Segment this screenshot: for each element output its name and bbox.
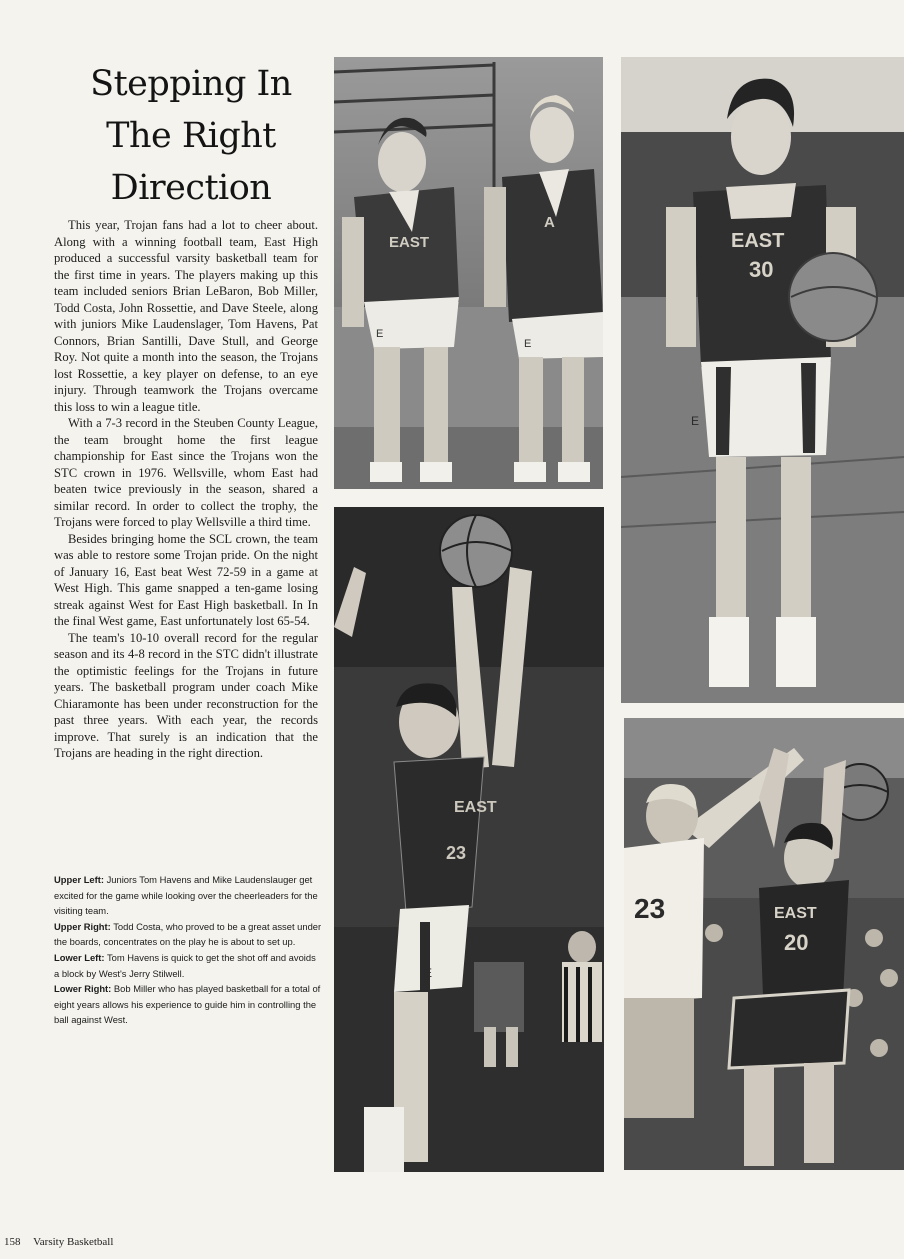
photo-upper-right [621,57,904,703]
caption-lower-right [54,981,322,1028]
shorts-text-left: E [376,328,384,340]
title-line-2: The Right [106,116,276,156]
shorts-text: E [691,414,700,428]
caption-label: Lower Right: [54,983,112,995]
photo-lower-left [334,507,604,1172]
white-jersey-number: 23 [634,893,666,924]
caption-lower-left [54,950,322,981]
caption-label: Upper Right: [54,920,111,932]
caption-label: Upper Left: [54,874,104,885]
shorts-text: E [424,966,433,980]
photo-captions [54,872,322,1028]
article-body [54,217,318,762]
caption-label: Lower Left: [54,951,105,963]
title-line-1: Stepping In [90,64,292,104]
dark-jersey-number: 20 [784,930,809,955]
jersey-text-left: EAST [389,234,430,251]
article-paragraph: Besides bringing home the SCL crown, the team was able to restore some Trojan pride. On the night of January 16, East beat West 72-59 in a game at West High. This game snapped a ten-game losing streak against West for East High basketball. In In the final West game, East unfortunately lost 65-54. [54,531,318,628]
caption-text: Juniors Tom Havens and Mike Laudenslauger get excited for the game while looking over the cheerleaders for the visiting team. [54,874,318,917]
page-title [60,58,322,214]
page-footer [4,1236,123,1248]
jersey-text: EAST [731,230,785,252]
caption-upper-left [54,872,322,919]
jersey-text: EAST [454,799,497,816]
dark-jersey-text: EAST [774,905,817,922]
photo-upper-left [334,57,603,489]
article-paragraph: This year, Trojan fans had a lot to cheer about. Along with a winning football team, East High produced a successful varsity basketball team for the first time in years. The players making up this team included seniors Brian LeBaron, Bob Miller, Todd Costa, John Rossettie, and Dave Steele, along with juniors Mike Laudenslager, Tom Havens, Pat Connors, Brian Santilli, Dave Stull, and George Roy. Not quite a month into the season, the Trojans lost Rossettie, a key player on defense, to an eye injury. Through teamwork the Trojans overcame this loss to win a league title. [54,218,318,414]
section-name: Varsity Basketball [33,1236,114,1248]
page-number: 158 [4,1236,21,1248]
caption-text: Todd Costa, who proved to be a great asset under the boards, concentrates on the play he is about to set up. [54,920,322,948]
article-paragraph: With a 7-3 record in the Steuben County League, the team brought home the first league championship for East since the Trojans won the STC crown in 1976. Wellsville, whom East had beaten twice previously in the season, shared a similar record. In order to collect the trophy, the Trojans were forced to play Wellsville a third time. [54,416,318,529]
jersey-number: 23 [446,843,467,863]
caption-text: Bob Miller who has played basketball for a total of eight years allows his experience to guide him in controlling the ball against West. [54,983,321,1026]
title-line-3: Direction [110,168,272,208]
caption-upper-right [54,919,322,950]
shorts-text-right: E [524,338,532,350]
photo-lower-right [624,718,904,1170]
jersey-number: 30 [749,257,774,282]
article-paragraph: The team's 10-10 overall record for the regular season and its 4-8 record in the STC didn't illustrate the optimistic feelings for the Trojans in future years. The basketball program under coach Mike Chiaramonte has been under reconstruction for the past three years. With each year, the records improve. That surely is an indication that the Trojans are heading in the right direction. [54,630,318,760]
jersey-text-right: A [544,214,555,231]
caption-text: Tom Havens is quick to get the shot off and avoids a block by West's Jerry Stilwell. [54,951,316,979]
